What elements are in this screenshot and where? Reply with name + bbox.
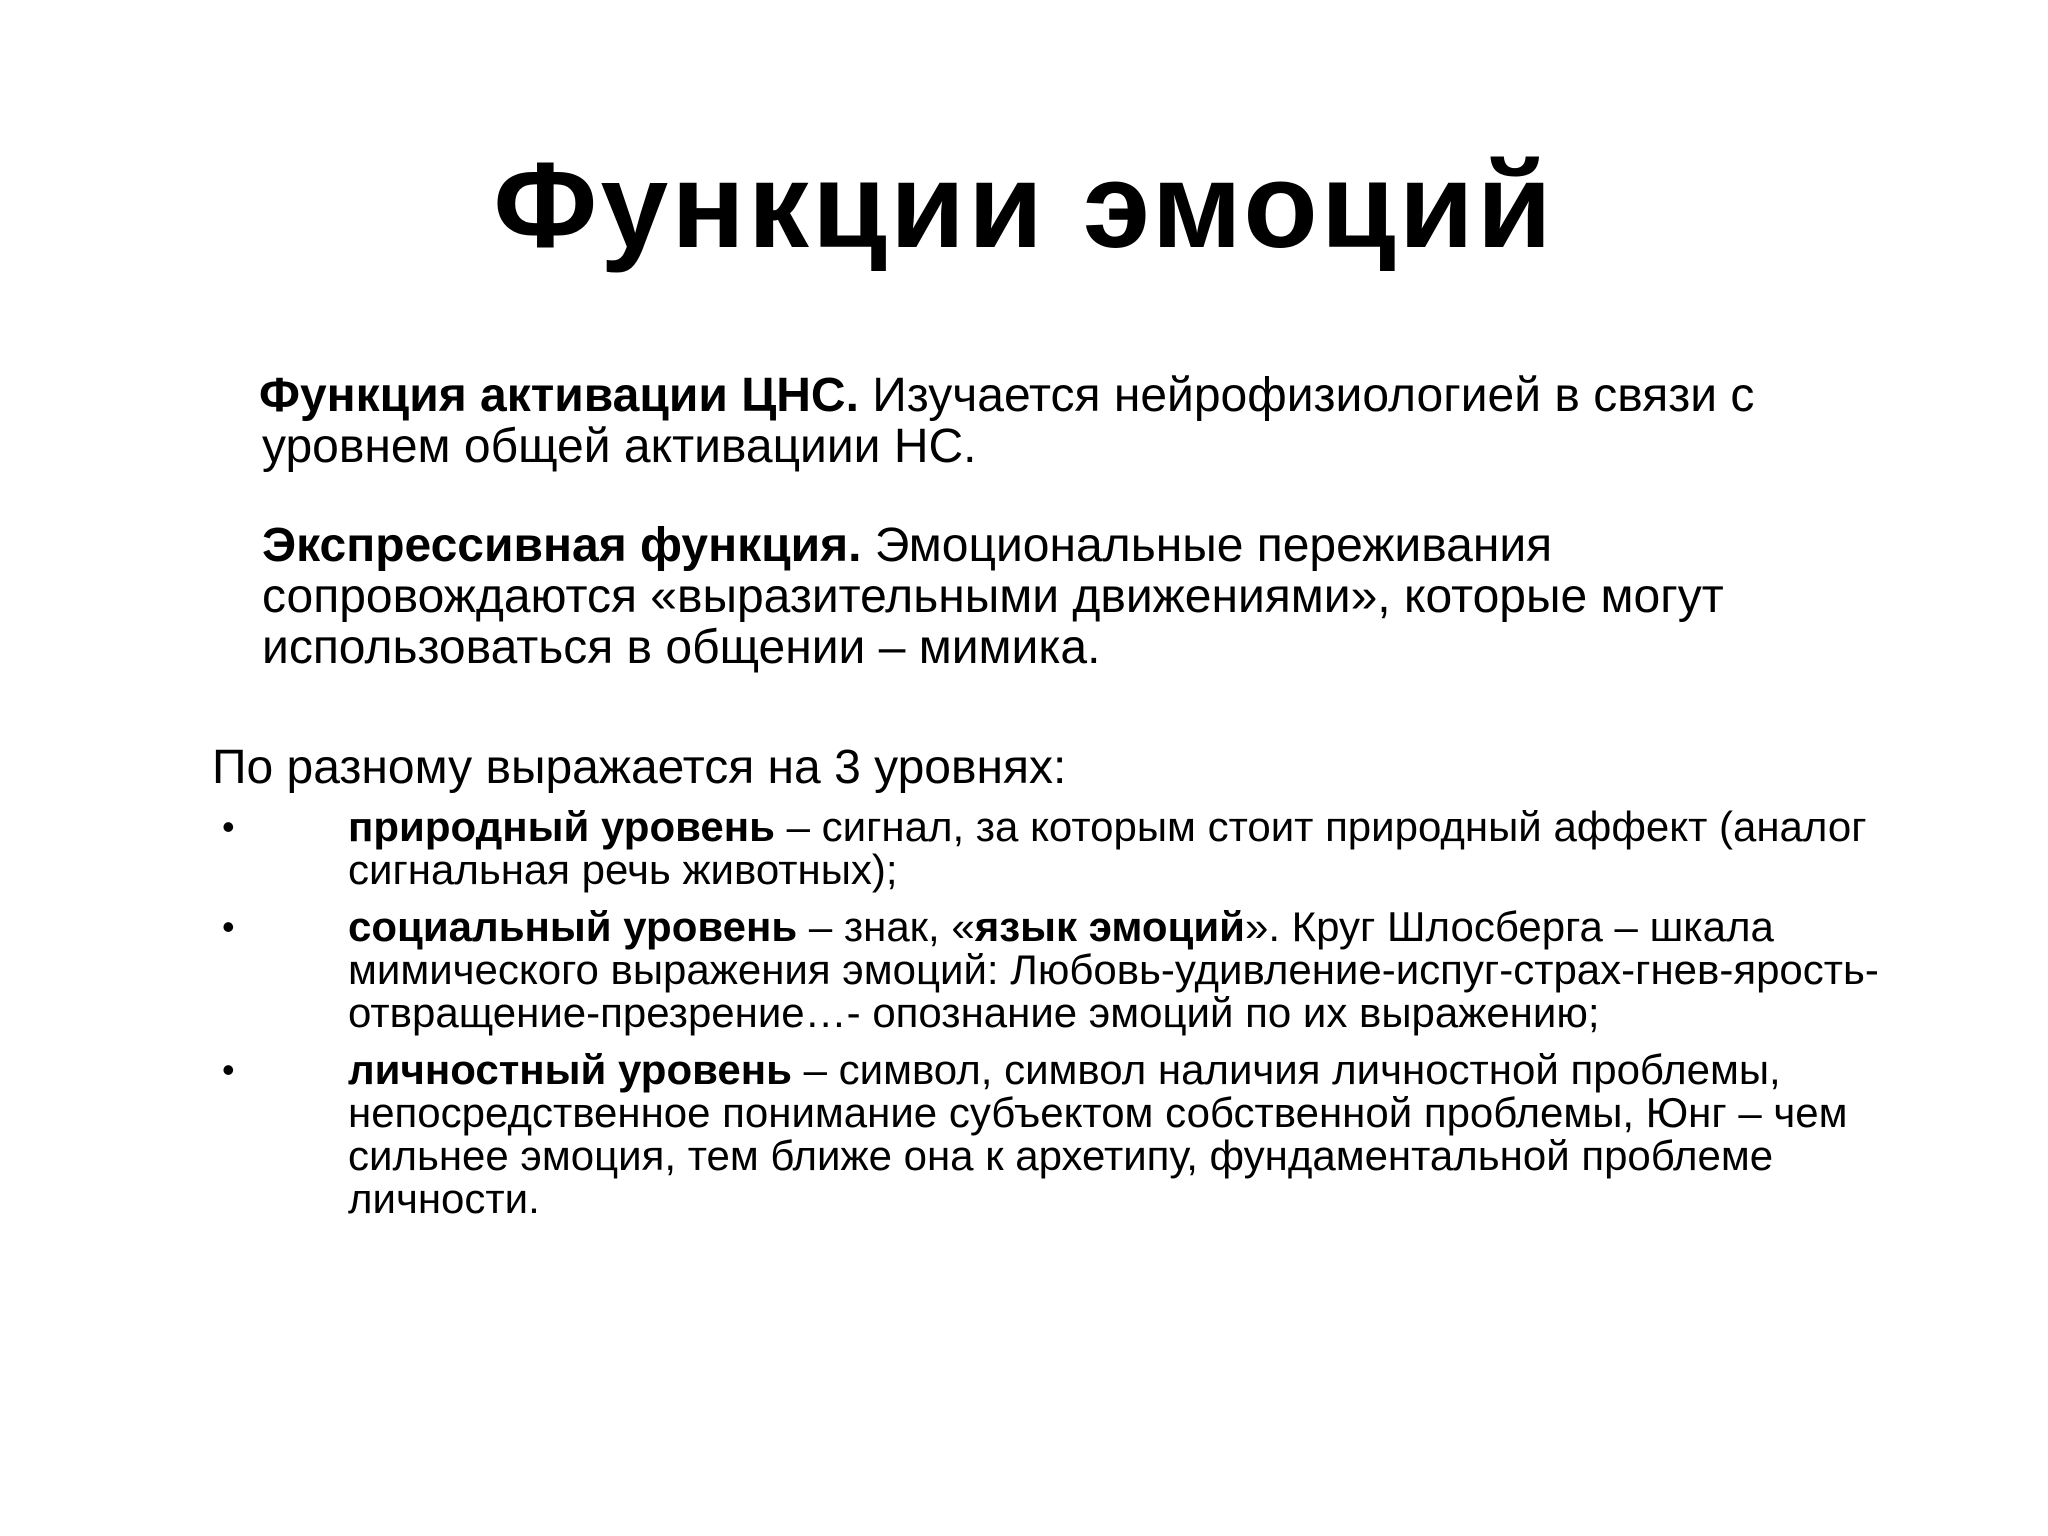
natural-level-text: – сигнал, за которым стоит природный аффект (аналог сигнальная речь животных); bbox=[348, 803, 1867, 893]
bullet-icon: • bbox=[222, 906, 235, 947]
bullet-icon: • bbox=[222, 806, 235, 847]
expressive-function-heading: Экспрессивная функция. bbox=[262, 519, 862, 572]
list-item-personal-level bbox=[0, 1048, 1928, 1220]
natural-level-heading: природный уровень bbox=[348, 803, 775, 850]
levels-intro: По разному выражается на 3 уровнях: bbox=[212, 741, 1067, 794]
personal-level-text: – символ, символ наличия личностной проблемы, непосредственное понимание субъектом собственной проблемы, Юнг – чем сильнее эмоция, тем ближе она к архетипу, фундаментальной проблеме личности. bbox=[348, 1046, 1848, 1222]
list-item-social-level bbox=[0, 905, 1928, 1034]
social-level-text-b: ». Круг Шлосберга – шкала мимического выражения эмоций: Любовь-удивление-испуг-страх-гнев-ярость-отвращение-презрение…- опознание эмоций по их выражению; bbox=[348, 903, 1879, 1036]
activation-function-paragraph bbox=[259, 369, 1902, 473]
expressive-function-text: Эмоциональные переживания сопровождаются «выразительными движениями», которые могут использоваться в общении – мимика. bbox=[262, 519, 1724, 674]
social-level-heading: социальный уровень bbox=[348, 903, 798, 950]
activation-function-text: Изучается нейрофизиологией в связи с уровнем общей активациии НС. bbox=[262, 369, 1755, 473]
levels-list bbox=[0, 805, 2048, 1234]
activation-function-heading: Функция активации ЦНС. bbox=[259, 369, 859, 422]
emotion-language-term: язык эмоций bbox=[974, 903, 1245, 950]
bullet-icon: • bbox=[222, 1049, 235, 1090]
personal-level-heading: личностный уровень bbox=[348, 1046, 792, 1093]
list-item-natural-level bbox=[0, 805, 1928, 891]
slide-title: Функции эмоций bbox=[493, 137, 1555, 273]
expressive-function-paragraph bbox=[262, 520, 1902, 673]
social-level-text-a: – знак, « bbox=[797, 903, 975, 950]
